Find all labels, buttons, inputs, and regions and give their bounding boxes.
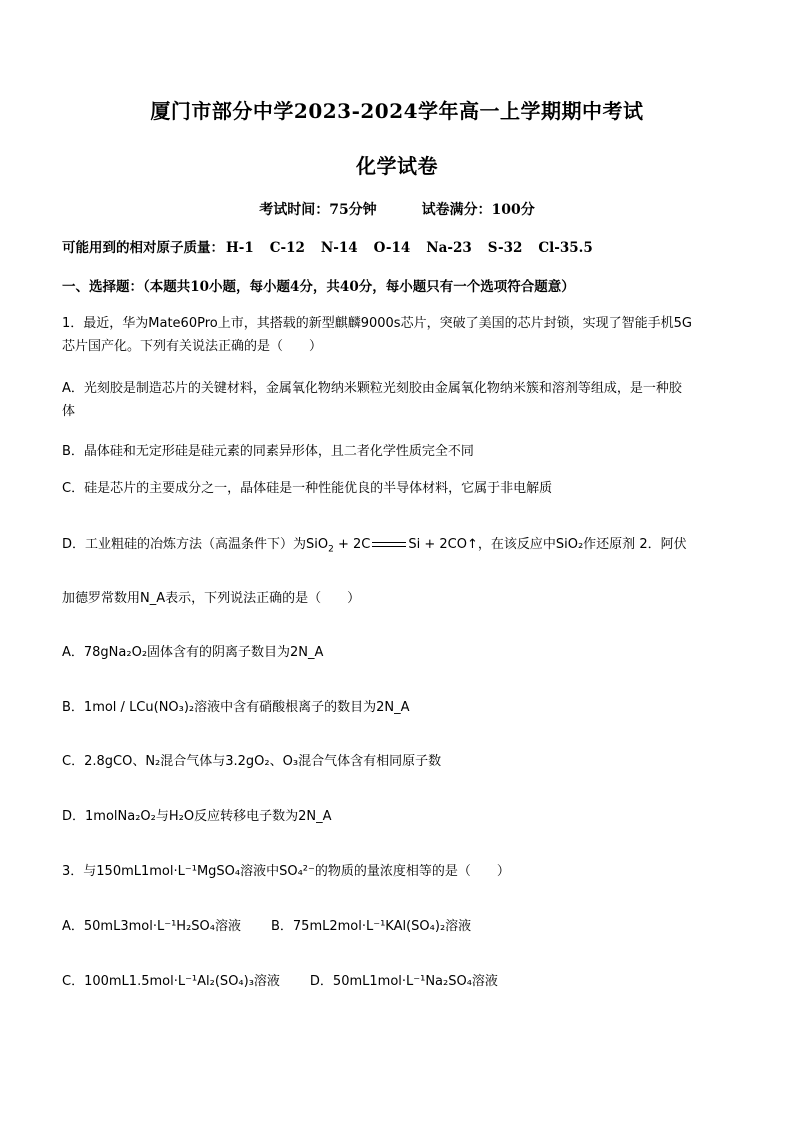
q3-option-a: A．50mL3mol·L⁻¹H₂SO₄溶液 [62, 919, 241, 934]
q1-option-d [62, 534, 742, 561]
section-heading: 一、选择题：（本题共10小题，每小题4分，共40分，每小题只有一个选项符合题意） [62, 279, 575, 295]
exam-title: 厦门市部分中学2023-2024学年高一上学期期中考试 [150, 99, 644, 123]
exam-info [0, 199, 794, 219]
q3-option-c: C．100mL1.5mol·L⁻¹Al₂(SO₄)₃溶液 [62, 974, 280, 989]
exam-time: 考试时间：75分钟 [259, 202, 377, 218]
atomic-mass-line [62, 237, 742, 259]
atomic-mass-item: S-32 [487, 240, 523, 256]
atomic-mass-label: 可能用到的相对原子质量： [62, 240, 224, 256]
q2-option-a: A．78gNa₂O₂固体含有的阴离子数目为2N_A [62, 645, 324, 660]
atomic-mass-item: H-1 [226, 240, 254, 256]
q1-option-d-prefix: D．工业粗硅的冶炼方法（高温条件下）为 [62, 537, 307, 552]
q1-option-d-suffix: ，在该反应中SiO₂作还原剂 2．阿伏 [477, 537, 687, 552]
q3-options-cd [62, 971, 742, 993]
q1-option-b: B．晶体硅和无定形硅是硅元素的同素异形体，且二者化学性质完全不同 [62, 444, 474, 459]
atomic-mass-item: Na-23 [426, 240, 472, 256]
q3-option-d: D．50mL1mol·L⁻¹Na₂SO₄溶液 [309, 974, 498, 989]
q1-stem-line2: 芯片国产化。下列有关说法正确的是（ ） [62, 339, 323, 354]
exam-subtitle: 化学试卷 [356, 154, 438, 178]
q3-option-b: B．75mL2mol·L⁻¹KAl(SO₄)₂溶液 [270, 919, 472, 934]
q2-option-b: B．1mol / LCu(NO₃)₂溶液中含有硝酸根离子的数目为2N_A [62, 700, 410, 715]
q1-option-a-line2: 体 [62, 404, 76, 419]
atomic-mass-item: C-12 [269, 240, 305, 256]
q1-stem-line1: 1．最近，华为Mate60Pro上市，其搭载的新型麒麟9000s芯片，突破了美国的芯片封锁，实现了智能手机5G [62, 316, 692, 331]
full-score: 试卷满分：100分 [421, 202, 535, 218]
q2-option-c: C．2.8gCO、N₂混合气体与3.2gO₂、O₃混合气体含有相同原子数 [62, 754, 442, 769]
q2-option-d: D．1molNa₂O₂与H₂O反应转移电子数为2N_A [62, 809, 332, 824]
q1-option-c: C．硅是芯片的主要成分之一，晶体硅是一种性能优良的半导体材料，它属于非电解质 [62, 481, 553, 496]
atomic-mass-item: O-14 [373, 240, 411, 256]
q3-options-ab [62, 916, 742, 938]
reaction-equation: SiO$_2$ + 2C Si + 2CO↑ [306, 537, 478, 555]
atomic-mass-item: N-14 [320, 240, 358, 256]
atomic-mass-item: Cl-35.5 [538, 240, 593, 256]
q2-stem-line2: 加德罗常数用N_A表示，下列说法正确的是（ ） [62, 591, 361, 606]
q1-option-a-line1: A．光刻胶是制造芯片的关键材料，金属氧化物纳米颗粒光刻胶由金属氧化物纳米簇和溶剂等组成，是一种胶 [62, 381, 682, 396]
q3-stem: 3．与150mL1mol·L⁻¹MgSO₄溶液中SO₄²⁻的物质的量浓度相等的是（ ） [62, 864, 510, 879]
